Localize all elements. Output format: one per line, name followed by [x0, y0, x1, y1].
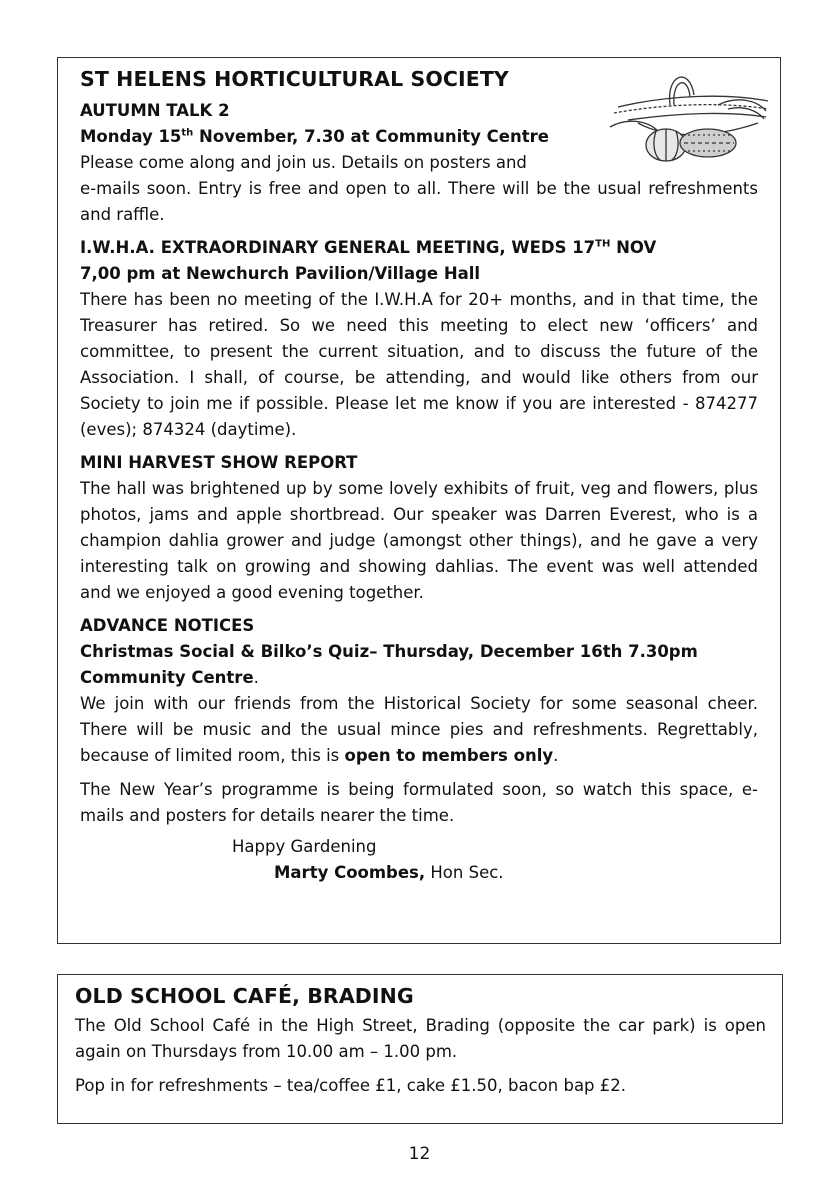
cafe-line1: The Old School Café in the High Street, Brading (opposite the car park) is open again on Thursdays from 10.00 am – 1.00 pm. — [75, 1016, 766, 1061]
newyear-body: The New Year’s programme is being formulated soon, so watch this space, e-mails and posters for details nearer the time. — [80, 780, 758, 825]
talk-line1: Please come along and join us. Details on posters and — [80, 153, 527, 172]
vegetable-basket-icon — [608, 65, 770, 165]
cafe-title: OLD SCHOOL CAFÉ, BRADING — [75, 984, 414, 1008]
talk-date: Monday 15th November, 7.30 at Community Centre — [80, 127, 549, 146]
horticultural-society-box — [57, 57, 781, 944]
cafe-line2: Pop in for refreshments – tea/coffee £1, cake £1.50, bacon bap £2. — [75, 1076, 627, 1095]
signoff: Happy Gardening — [232, 837, 377, 856]
cafe-box — [57, 974, 783, 1124]
iwha-subheading: 7,00 pm at Newchurch Pavilion/Village Hall — [80, 264, 481, 283]
signature: Marty Coombes, Hon Sec. — [274, 863, 504, 882]
talk-body: e-mails soon. Entry is free and open to all. There will be the usual refreshments and raffle. — [80, 179, 758, 224]
christmas-body: We join with our friends from the Historical Society for some seasonal cheer. There will be music and the usual mince pies and refreshments. Regrettably, because of limited room, this is open to members only. — [80, 694, 758, 765]
page-number: 12 — [408, 1144, 431, 1164]
advance-heading: ADVANCE NOTICES — [80, 616, 255, 635]
society-title: ST HELENS HORTICULTURAL SOCIETY — [80, 67, 509, 91]
harvest-body: The hall was brightened up by some lovely exhibits of fruit, veg and flowers, plus photos, jams and apple shortbread. Our speaker was Darren Everest, who is a champion dahlia grower and judge (amongst other things), and he gave a very interesting talk on growing and showing dahlias. The event was well attended and we enjoyed a good evening together. — [80, 479, 758, 602]
talk-heading: AUTUMN TALK 2 — [80, 101, 230, 120]
christmas-heading: Christmas Social & Bilko’s Quiz– Thursday, December 16th 7.30pm Community Centre. — [80, 642, 698, 687]
iwha-body: There has been no meeting of the I.W.H.A for 20+ months, and in that time, the Treasurer has retired. So we need this meeting to elect new ‘officers’ and committee, to present the current situation, and to discuss the future of the Association. I shall, of course, be attending, and would like others from our Society to join me if possible. Please let me know if you are interested - 874277 (eves); 874324 (daytime). — [80, 290, 758, 439]
harvest-heading: MINI HARVEST SHOW REPORT — [80, 453, 358, 472]
iwha-heading: I.W.H.A. EXTRAORDINARY GENERAL MEETING, WEDS 17TH NOV — [80, 238, 657, 257]
